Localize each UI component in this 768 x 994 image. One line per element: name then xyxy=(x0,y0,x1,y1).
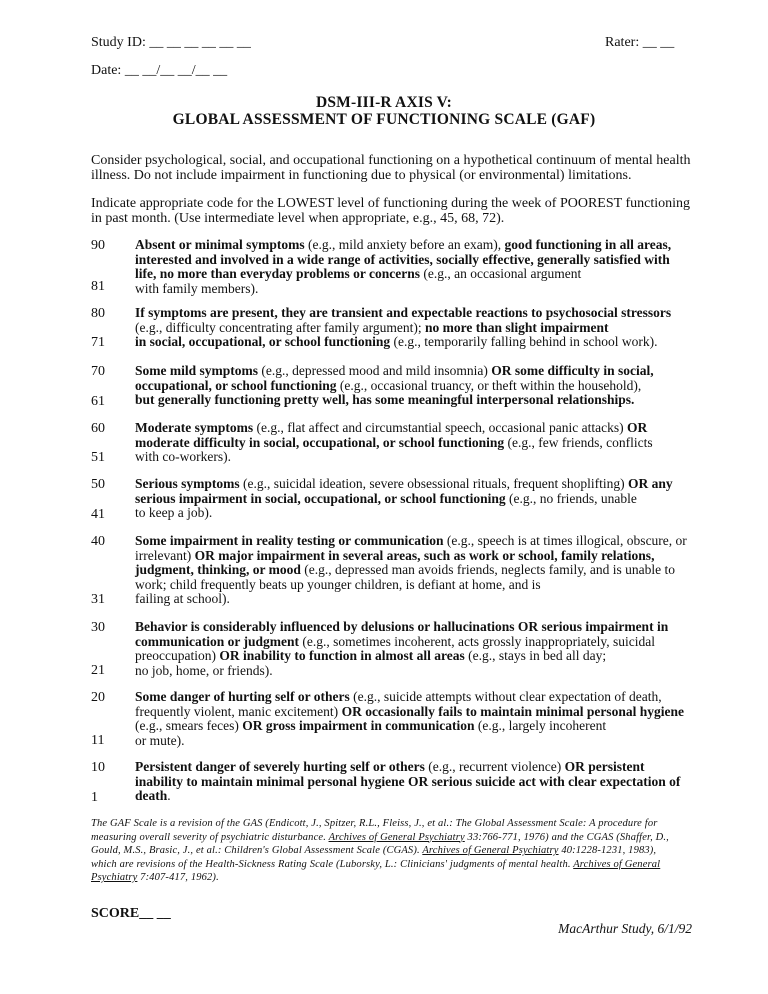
bold-text: Behavior is considerably influenced by delusions or hallucinations OR serious impairment in communication or judgment xyxy=(135,619,669,649)
range-high: 50 xyxy=(91,477,105,492)
range-description: Serious symptoms (e.g., suicidal ideation, severe obsessional rituals, frequent shoplifting) OR any serious impairment in social, occupational, or school functioning (e.g., no friends, unable to keep a job). xyxy=(135,476,673,520)
bold-text: OR gross impairment in communication xyxy=(242,718,475,733)
bold-text: OR major impairment in several areas, such as work or school, family relations, judgment, thinking, or mood xyxy=(135,547,655,577)
range-low: 61 xyxy=(91,394,105,409)
bold-text: If symptoms are present, they are transient and expectable reactions to psychosocial stressors xyxy=(135,305,672,320)
bold-text: Persistent danger of severely hurting self or others xyxy=(135,759,425,774)
range-description: Some danger of hurting self or others (e.g., suicide attempts without clear expectation of death, frequently violent, manic excitement) OR occasionally fails to maintain minimal personal hygiene (e.g., smears feces) OR gross impairment in communication (e.g., largely incoherent or mute). xyxy=(135,689,684,748)
range-high: 70 xyxy=(91,364,105,379)
range-low: 31 xyxy=(91,592,105,607)
journal-title: Archives of General Psychiatry xyxy=(422,845,559,856)
page-title-line1: DSM-III-R AXIS V: xyxy=(315,94,453,111)
range-high: 90 xyxy=(91,238,105,253)
bold-text: in social, occupational, or school functioning xyxy=(135,334,391,349)
bold-text: Absent or minimal symptoms xyxy=(135,237,305,252)
range-high: 30 xyxy=(91,620,105,635)
bold-text: OR occasionally fails to maintain minimal personal hygiene xyxy=(341,703,684,719)
study-id-field: Study ID: __ __ __ __ __ __ xyxy=(91,35,251,50)
bold-text: Some impairment in reality testing or communication xyxy=(135,533,444,548)
range-high: 80 xyxy=(91,306,105,321)
range-description: Persistent danger of severely hurting self or others (e.g., recurrent violence) OR persistent inability to maintain minimal personal hygiene OR serious suicide act with clear expectation of death. xyxy=(135,759,681,803)
range-description: Moderate symptoms (e.g., flat affect and circumstantial speech, occasional panic attacks) OR moderate difficulty in social, occupational, or school functioning (e.g., few friends, conflicts with co-workers). xyxy=(135,420,653,464)
journal-title: Archives of General Psychiatry xyxy=(91,858,661,883)
intro-paragraph-1: Consider psychological, social, and occupational functioning on a hypothetical continuum of mental health illness. Do not include impairment in functioning due to physical (or environmental) limitations. xyxy=(91,153,691,183)
range-high: 60 xyxy=(91,421,105,436)
bold-text: Moderate symptoms xyxy=(135,420,254,435)
bold-text: Some danger of hurting self or others xyxy=(135,689,350,704)
intro-paragraph-2: Indicate appropriate code for the LOWEST level of functioning during the week of POOREST functioning in past month. (Use intermediate level when appropriate, e.g., 45, 68, 72). xyxy=(91,196,690,226)
bold-text: Some mild symptoms xyxy=(135,363,259,378)
footnote-citation: The GAF Scale is a revision of the GAS (Endicott, J., Spitzer, R.L., Fleiss, J., et al.: The Global Assessment Scale: A procedure for measuring overall severity of psychiatric disturbance. Archives of General Psychiatry 33:766-771, 1976) and the CGAS (Shaffer, D., Gould, M.S., Brasic, J., et al.: Children's Global Assessment Scale (CGAS). Archives of General Psychiatry 40:1228-1231, 1983), which are revisions of the Health-Sickness Rating Scale (Luborsky, L.: Clinicians' judgments of mental health. Archives of General Psychiatry 7:407-417, 1962). xyxy=(91,818,669,883)
bold-text: OR any serious impairment in social, occupational, or school functioning xyxy=(135,476,673,506)
journal-title: Archives of General Psychiatry xyxy=(328,831,465,843)
range-low: 81 xyxy=(91,279,105,294)
score-field: SCORE__ __ xyxy=(91,906,171,921)
range-low: 41 xyxy=(91,507,105,522)
bold-text: OR some difficulty in social, occupational, or school functioning xyxy=(135,363,654,393)
range-description: Absent or minimal symptoms (e.g., mild anxiety before an exam), good functioning in all areas, interested and involved in a wide range of activities, socially effective, generally satisfied with life, no more than everyday problems or concerns (e.g., an occasional argument with family members). xyxy=(135,237,672,296)
page-title-line2: GLOBAL ASSESSMENT OF FUNCTIONING SCALE (GAF) xyxy=(172,111,596,128)
date-field: Date: __ __/__ __/__ __ xyxy=(91,63,228,78)
range-low: 11 xyxy=(91,733,105,748)
source-note: MacArthur Study, 6/1/92 xyxy=(558,921,692,936)
range-low: 71 xyxy=(91,335,105,350)
bold-text: OR moderate difficulty in social, occupational, or school functioning xyxy=(135,420,648,450)
range-high: 20 xyxy=(91,690,105,705)
range-description: Behavior is considerably influenced by delusions or hallucinations OR serious impairment in communication or judgment (e.g., sometimes incoherent, acts grossly inappropriately, suicidal preoccupation) OR inability to function in almost all areas (e.g., stays in bed all day; no job, home, or friends). xyxy=(135,619,669,678)
range-low: 51 xyxy=(91,450,105,465)
range-low: 1 xyxy=(91,790,98,805)
range-description: Some mild symptoms (e.g., depressed mood and mild insomnia) OR some difficulty in social, occupational, or school functioning (e.g., occasional truancy, or theft within the household), but generally functioning pretty well, has some meaningful interpersonal relationships. xyxy=(135,363,654,407)
rater-field: Rater: __ __ xyxy=(605,35,675,50)
bold-text: good functioning in all areas, interested and involved in a wide range of activities, socially effective, generally satisfied with life, no more than everyday problems or concerns xyxy=(135,237,672,281)
bold-text: OR persistent inability to maintain minimal personal hygiene OR serious suicide act with clear expectation of death xyxy=(135,759,681,803)
bold-text: Serious symptoms xyxy=(135,476,240,491)
range-high: 40 xyxy=(91,534,105,549)
range-description: Some impairment in reality testing or communication (e.g., speech is at times illogical, obscure, or irrelevant) OR major impairment in several areas, such as work or school, family relations, judgment, thinking, or mood (e.g., depressed man avoids friends, neglects family, and is unable to work; child frequently beats up younger children, is defiant at home, and is failing at school). xyxy=(135,533,687,606)
bold-text: but generally functioning pretty well, has some meaningful interpersonal relationships. xyxy=(135,392,635,407)
bold-text: no more than slight impairment xyxy=(425,319,609,335)
range-description: If symptoms are present, they are transient and expectable reactions to psychosocial stressors (e.g., difficulty concentrating after family argument); no more than slight impairment in social, occupational, or school functioning (e.g., temporarily falling behind in school work). xyxy=(135,305,672,349)
bold-text: OR inability to function in almost all areas xyxy=(219,648,465,663)
range-high: 10 xyxy=(91,760,105,775)
range-low: 21 xyxy=(91,663,105,678)
